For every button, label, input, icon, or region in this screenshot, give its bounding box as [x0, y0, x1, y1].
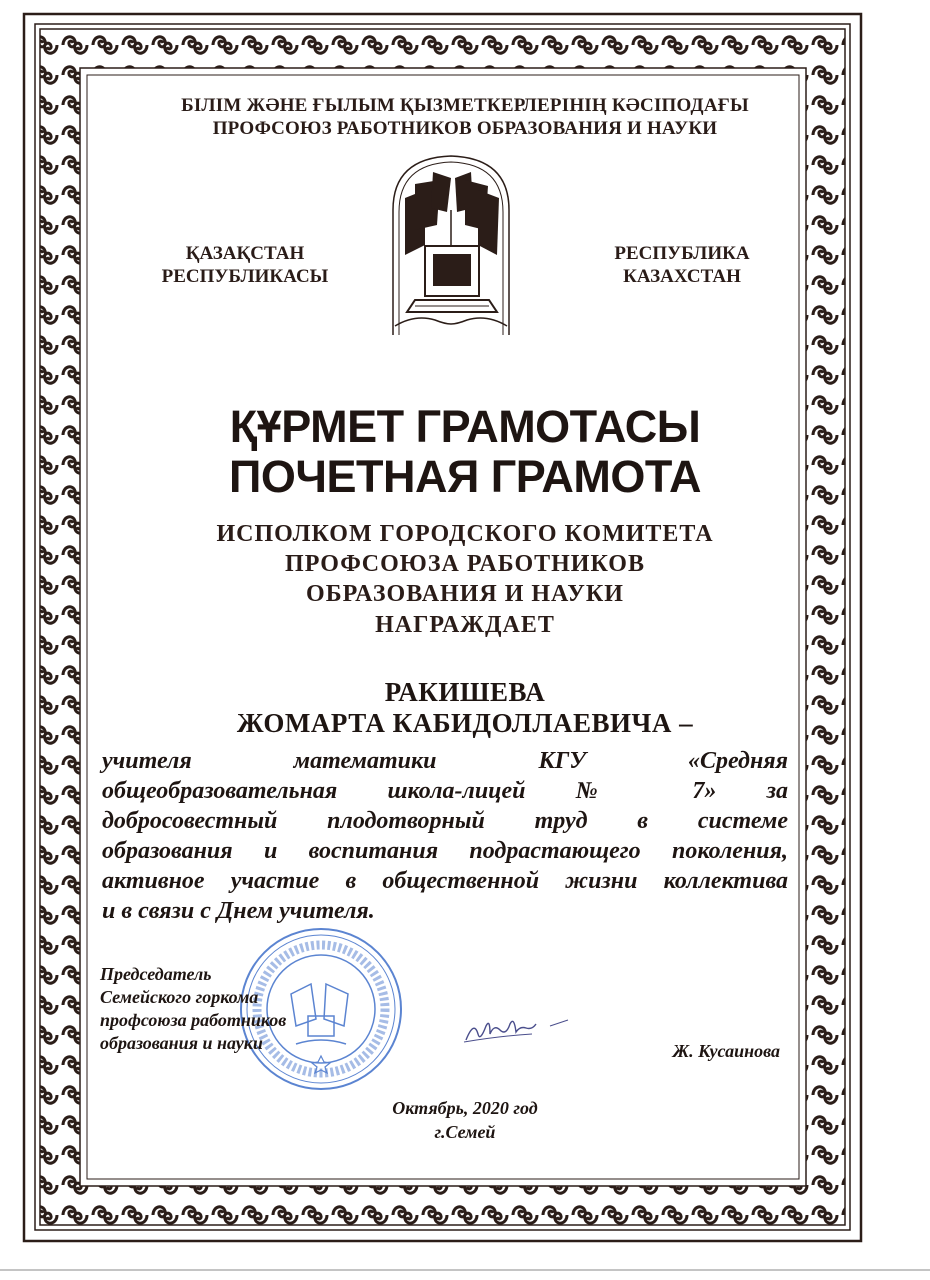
issue-city: г.Семей [434, 1122, 496, 1142]
award-reason-line: общеобразовательная школа-лицей № 7» за [102, 778, 788, 804]
award-reason-line: учителя математики КГУ «Средняя [102, 748, 788, 774]
awarder-line-1: ИСПОЛКОМ ГОРОДСКОГО КОМИТЕТА [216, 521, 714, 547]
title-ru: ПОЧЕТНАЯ ГРАМОТА [228, 451, 701, 502]
union-name-ru: ПРОФСОЮЗ РАБОТНИКОВ ОБРАЗОВАНИЯ И НАУКИ [212, 118, 718, 139]
book-and-computer-emblem [385, 150, 517, 340]
awarder-line-3: ОБРАЗОВАНИЯ И НАУКИ [306, 581, 624, 607]
issue-date: Октябрь, 2020 год [392, 1098, 538, 1118]
signatory-name: Ж. Кусаинова [672, 1041, 780, 1061]
country-name-ru: РЕСПУБЛИКА КАЗАХСТАН [614, 243, 750, 287]
country-name-kz: ҚАЗАҚСТАН РЕСПУБЛИКАСЫ [161, 243, 329, 287]
award-reason-line: активное участие в общественной жизни коллектива [102, 868, 788, 894]
award-reason [102, 746, 788, 926]
award-reason-line: образования и воспитания подрастающего поколения, [102, 838, 788, 864]
awarder-line-2: ПРОФСОЮЗА РАБОТНИКОВ [285, 551, 645, 577]
award-reason-line: и в связи с Днем учителя. [102, 898, 375, 924]
title-kz: ҚҰРМЕТ ГРАМОТАСЫ [229, 401, 701, 452]
recipient-surname: РАКИШЕВА [384, 677, 546, 707]
awarder-line-4: НАГРАЖДАЕТ [375, 612, 555, 638]
signatory-position: Председатель Семейского горкома профсоюза работников образования и науки [100, 964, 287, 1053]
union-name-kz: БІЛІМ ЖӘНЕ ҒЫЛЫМ ҚЫЗМЕТКЕРЛЕРІНІҢ КӘСІПОДАҒЫ [181, 95, 749, 116]
award-reason-line: добросовестный плодотворный труд в системе [102, 808, 788, 834]
recipient-given-name: ЖОМАРТА КАБИДОЛЛАЕВИЧА – [236, 708, 694, 738]
handwritten-signature [460, 1012, 575, 1052]
